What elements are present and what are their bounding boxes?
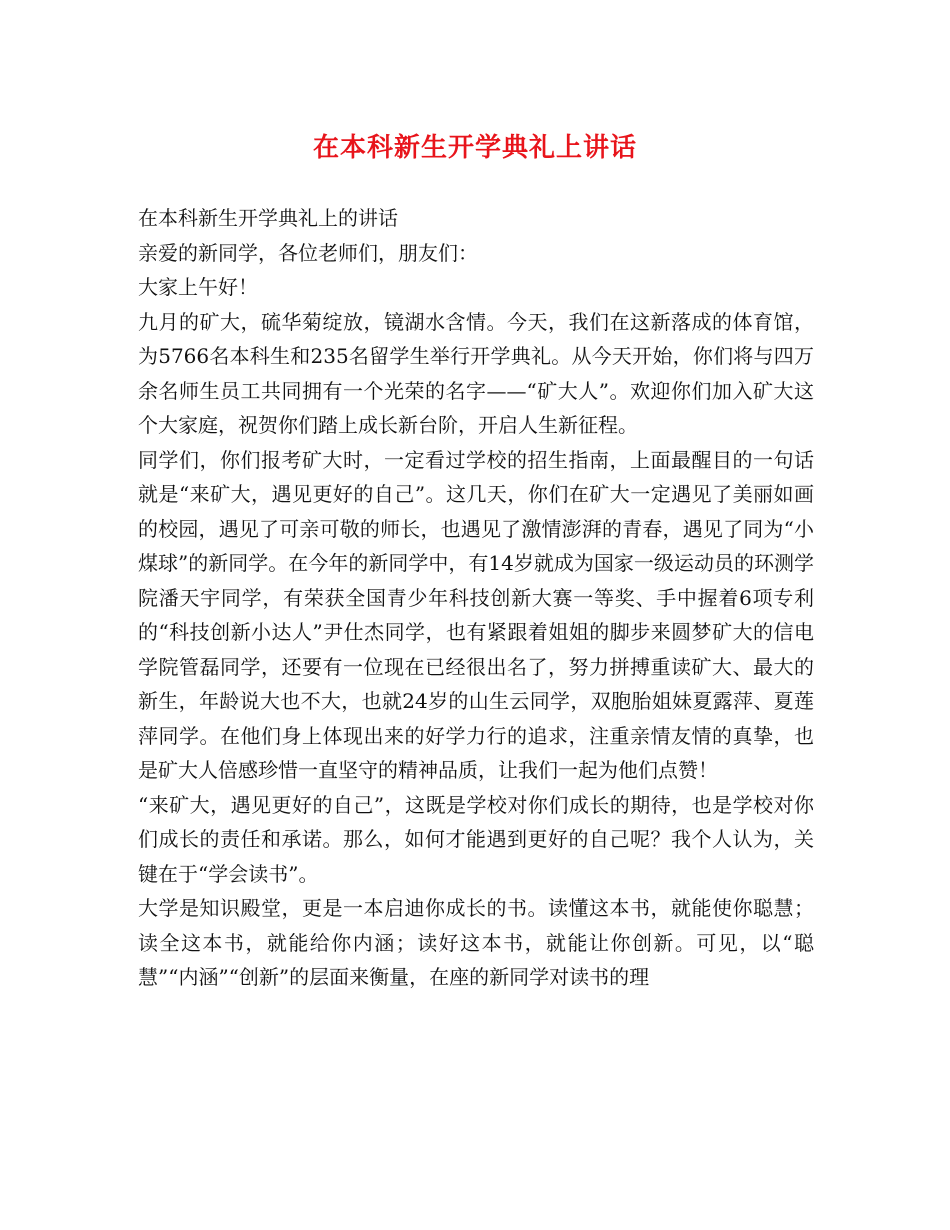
document-title: 在本科新生开学典礼上讲话 <box>312 133 637 163</box>
paragraph-greeting: 大家上午好！ <box>138 275 258 299</box>
paragraph-4: 大学是知识殿堂，更是一本启迪你成长的书。读懂这本书，就能使你聪慧；读全这本书，就能给你内涵；读好这本书，就能让你创新。可见，以“聪慧”“内涵”“创新”的层面来衡量，在座的新同学对读书的理 <box>138 896 814 989</box>
paragraph-3: “来矿大，遇见更好的自己”，这既是学校对你们成长的期待，也是学校对你们成长的责任和承诺。那么，如何才能遇到更好的自己呢？我个人认为，关键在于“学会读书”。 <box>138 792 814 886</box>
document-body <box>138 201 814 995</box>
paragraph-salutation: 亲爱的新同学，各位老师们，朋友们： <box>138 240 478 265</box>
paragraph-2: 同学们，你们报考矿大时，一定看过学校的招生指南，上面最醒目的一句话就是“来矿大，遇见更好的自己”。这几天，你们在矿大一定遇见了美丽如画的校园，遇见了可亲可敬的师长，也遇见了激情澎湃的青春，遇见了同为“小煤球”的新同学。在今年的新同学中，有14岁就成为国家一级运动员的环测学院潘天宇同学，有荣获全国青少年科技创新大赛一等奖、手中握着6项专利的“科技创新小达人”尹仕杰同学，也有紧跟着姐姐的脚步来圆梦矿大的信电学院管磊同学，还要有一位现在已经很出名了，努力拼搏重读矿大、最大的新生，年龄说大也不大，也就24岁的山生云同学，双胞胎姐妹夏露萍、夏莲萍同学。在他们身上体现出来的好学力行的追求，注重亲情友情的真挚，也是矿大人倍感珍惜一直坚守的精神品质，让我们一起为他们点赞！ <box>138 447 814 782</box>
paragraph-1: 九月的矿大，硫华菊绽放，镜湖水含情。今天，我们在这新落成的体育馆，为5766名本科生和235名留学生举行开学典礼。从今天开始，你们将与四万余名师生员工共同拥有一个光荣的名字——“矿大人”。欢迎你们加入矿大这个大家庭，祝贺你们踏上成长新台阶，开启人生新征程。 <box>138 309 814 437</box>
paragraph-heading: 在本科新生开学典礼上的讲话 <box>138 206 398 230</box>
